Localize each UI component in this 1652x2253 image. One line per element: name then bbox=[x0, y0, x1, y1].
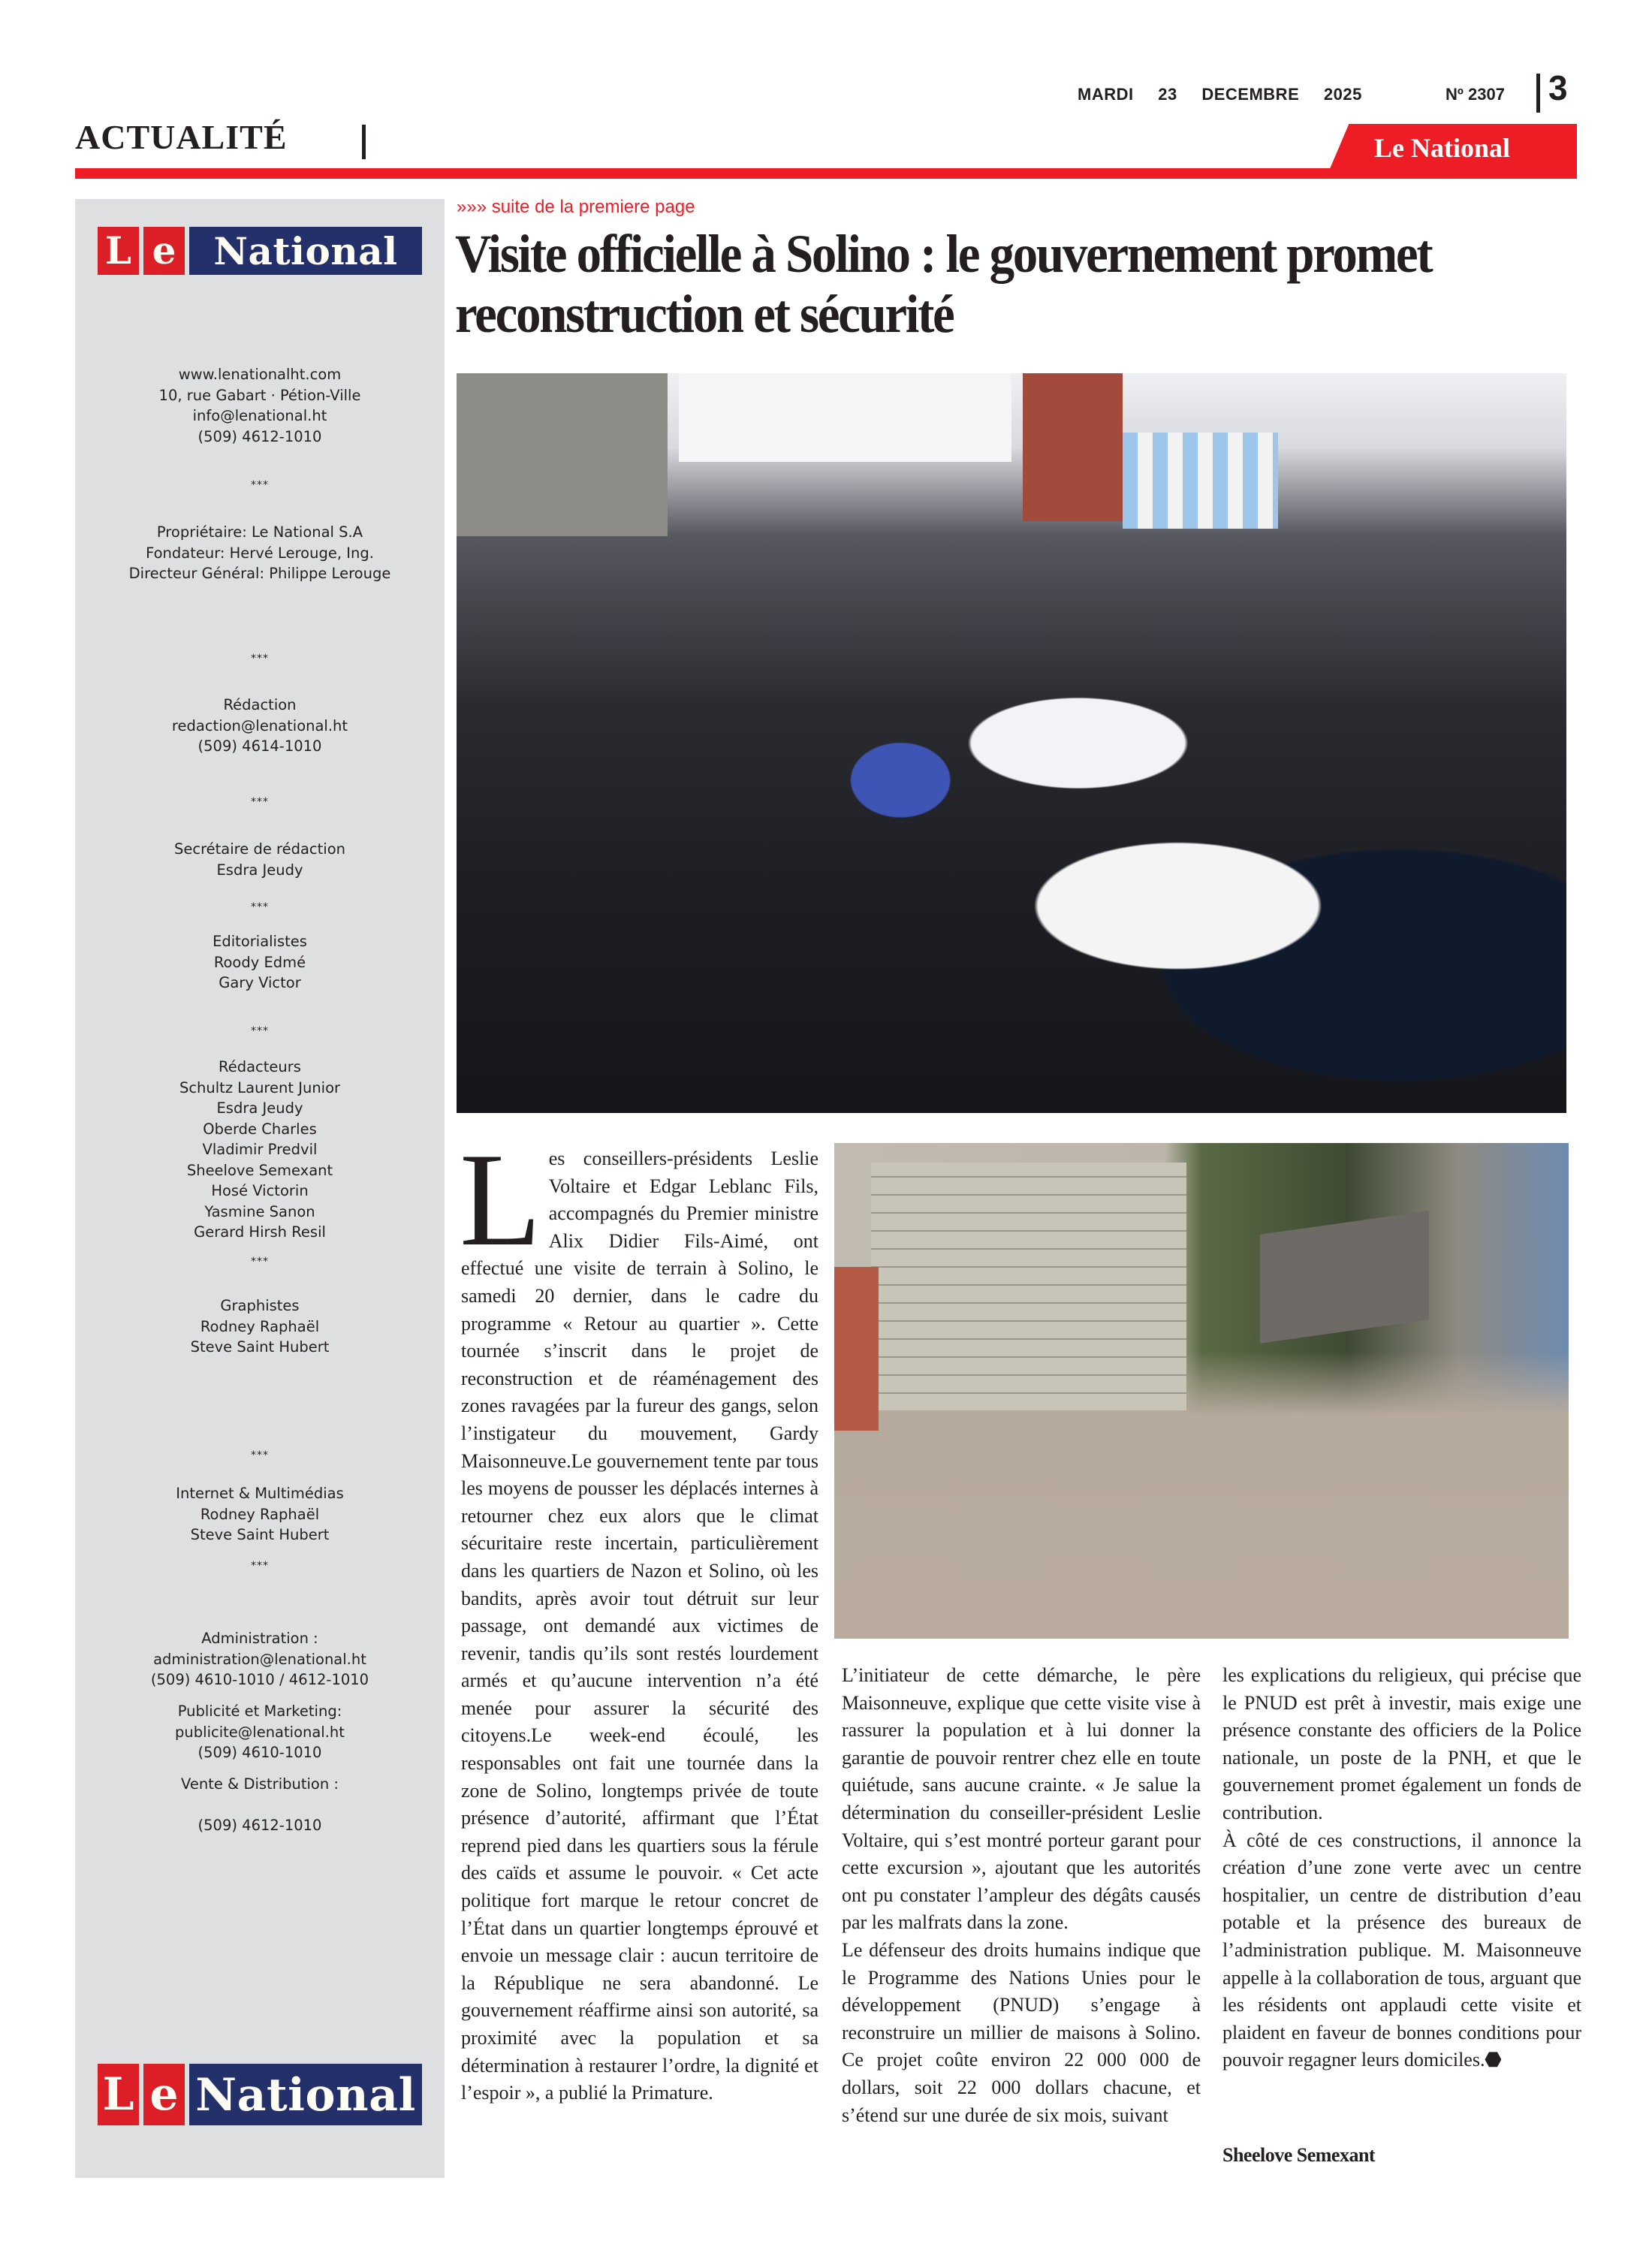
administration-phone: (509) 4610-1010 / 4612-1010 bbox=[150, 1671, 369, 1688]
photo-sky bbox=[679, 373, 1011, 462]
date-weekday: MARDI bbox=[1078, 85, 1134, 104]
writer-name: Sheelove Semexant bbox=[186, 1161, 333, 1179]
administration-block bbox=[75, 1628, 445, 1691]
photo-red-gate bbox=[834, 1267, 879, 1431]
writer-name: Schultz Laurent Junior bbox=[179, 1078, 341, 1096]
article-column-1 bbox=[460, 1125, 818, 2107]
drop-cap: L bbox=[460, 1125, 541, 1274]
header-rule bbox=[75, 168, 1577, 179]
internet-block bbox=[75, 1483, 445, 1546]
writer-name: Gerard Hirsh Resil bbox=[194, 1223, 326, 1241]
writer-name: Vladimir Predvil bbox=[202, 1141, 318, 1158]
spacer bbox=[75, 1795, 445, 1816]
photo-door bbox=[1023, 373, 1123, 521]
address: 10, rue Gabart · Pétion-Ville bbox=[158, 386, 361, 404]
owner: Propriétaire: Le National S.A bbox=[156, 523, 363, 541]
advertising-title: Publicité et Marketing: bbox=[177, 1703, 342, 1720]
article-photo-main bbox=[457, 373, 1566, 1113]
redaction-email[interactable]: redaction@lenational.ht bbox=[171, 716, 348, 734]
date-day: 23 bbox=[1158, 85, 1177, 104]
photo-loader-bucket bbox=[1260, 1211, 1429, 1344]
writers-title: Rédacteurs bbox=[219, 1058, 301, 1075]
writer-name: Esdra Jeudy bbox=[216, 1099, 303, 1117]
brand-tab-label: Le National bbox=[1374, 133, 1511, 163]
internet-member: Steve Saint Hubert bbox=[190, 1526, 330, 1543]
separator: *** bbox=[251, 653, 269, 665]
article-column-3 bbox=[1222, 1662, 1581, 2074]
editorialist-name: Roody Edmé bbox=[213, 953, 306, 971]
sales-phone: (509) 4612-1010 bbox=[197, 1817, 322, 1834]
editorialists-block bbox=[75, 931, 445, 994]
separator: *** bbox=[251, 796, 269, 808]
designer-name: Rodney Raphaël bbox=[200, 1317, 320, 1335]
founder: Fondateur: Hervé Lerouge, Ing. bbox=[146, 544, 374, 562]
redaction-title: Rédaction bbox=[223, 696, 297, 713]
administration-email[interactable]: administration@lenational.ht bbox=[153, 1650, 366, 1668]
separator: *** bbox=[251, 1256, 269, 1268]
general-director: Directeur Général: Philippe Lerouge bbox=[128, 565, 391, 582]
advertising-phone: (509) 4610-1010 bbox=[197, 1744, 322, 1761]
writer-name: Hosé Victorin bbox=[211, 1182, 309, 1199]
article-paragraph: Le défenseur des droits humains indique que le Programme des Nations Unies pour le développement (PNUD) s’engage à reconstruire un millier de maisons à Solino. Ce projet coûte environ 22 000 000 de dollars, soit 22 000 dollars chacune, et s’étend sur une durée de six mois, suivant bbox=[842, 1938, 1201, 2126]
advertising-email[interactable]: publicite@lenational.ht bbox=[175, 1723, 345, 1741]
separator: *** bbox=[251, 1560, 269, 1572]
website-link[interactable]: www.lenationalht.com bbox=[178, 366, 342, 383]
logo-word-national: National bbox=[189, 227, 422, 275]
separator: *** bbox=[251, 901, 269, 913]
separator: *** bbox=[251, 1449, 269, 1461]
logo-word-national: National bbox=[189, 2064, 422, 2125]
internet-member: Rodney Raphaël bbox=[200, 1505, 320, 1523]
article-photo-street bbox=[834, 1143, 1569, 1639]
dateline bbox=[1078, 85, 1382, 104]
article-paragraph-text: À côté de ces constructions, il annonce la création d’une zone verte avec un centre hospitalier, un centre de distribution d’eau potable et la présence des bureaux de l’administration publique. M. Maisonneuve appelle à la collaboration de tous, arguant que les résidents ont applaudi cette visite et plaident en faveur de bonnes conditions pour pouvoir regagner leurs domiciles. bbox=[1222, 1829, 1581, 2071]
article-column-2 bbox=[842, 1662, 1201, 2129]
date-year: 2025 bbox=[1323, 85, 1362, 104]
article-paragraph: les explications du religieux, qui précise que le PNUD est prêt à investir, mais exige une présence constante des officiers de la Police nationale, un poste de la PNH, et que le gouvernement promet également un fonds de contribution. bbox=[1222, 1664, 1581, 1823]
page-number-divider bbox=[1536, 74, 1540, 113]
secretary-name: Esdra Jeudy bbox=[216, 861, 303, 879]
le-national-logo-footer bbox=[98, 2064, 422, 2125]
end-of-article-icon bbox=[1485, 2051, 1501, 2068]
info-email[interactable]: info@lenational.ht bbox=[192, 407, 327, 424]
section-divider bbox=[362, 125, 366, 159]
writer-name: Yasmine Sanon bbox=[204, 1202, 315, 1220]
section-title: ACTUALITÉ bbox=[75, 118, 288, 156]
continuation-kicker: »»» suite de la premiere page bbox=[457, 197, 695, 217]
article-paragraph: L’initiateur de cette démarche, le père Maisonneuve, explique que cette visite vise à rassurer la population et à lui donner la garantie de pouvoir rentrer chez elle en toute quiétude, sans aucune crainte. « Je salue la détermination du conseiller-président Leslie Voltaire, qui s’est montré porteur garant pour cette excursion », ajoutant que les autorités ont pu constater l’ampleur des dégâts causés par les malfrats dans la zone. bbox=[842, 1664, 1201, 1934]
masthead-sidebar bbox=[75, 199, 445, 2178]
main-phone: (509) 4612-1010 bbox=[197, 427, 322, 445]
graphic-designers-title: Graphistes bbox=[220, 1297, 300, 1314]
separator: *** bbox=[251, 1025, 269, 1037]
photo-tiled-wall bbox=[1123, 433, 1278, 529]
writer-name: Oberde Charles bbox=[203, 1120, 317, 1138]
contact-block bbox=[75, 364, 445, 447]
redaction-phone: (509) 4614-1010 bbox=[197, 737, 322, 755]
redaction-block bbox=[75, 695, 445, 757]
logo-letter-l: L bbox=[98, 227, 139, 275]
photo-building bbox=[457, 373, 668, 536]
article-paragraph bbox=[1222, 1827, 1581, 2074]
administration-title: Administration : bbox=[201, 1630, 318, 1647]
advertising-block bbox=[75, 1701, 445, 1763]
photo-block-wall bbox=[871, 1163, 1187, 1410]
le-national-logo bbox=[98, 227, 422, 275]
sales-title: Vente & Distribution : bbox=[181, 1775, 339, 1793]
article-paragraph: es conseillers-présidents Leslie Voltaire et Edgar Leblanc Fils, accompagnés du Premier ministre Alix Didier Fils-Aimé, ont effectué une visite de terrain à Solino, le samedi 20 dernier, dans le cadre du programme « Retour au quartier ». Cette tournée s’inscrit dans le projet de reconstruction et de réaménagement des zones ravagées par la fureur des gangs, selon l’instigateur du mouvement, Gardy Maisonneuve.Le gouvernement tente par tous les moyens de pousser les déplacés internes à retourner chez eux alors que le climat sécuritaire reste incertain, particulièrement dans les quartiers de Nazon et Solino, où les bandits, après avoir tout détruit sur leur passage, ont demandé aux victimes de revenir, tandis qu’ils sont restés lourdement armés et qu’aucune intervention n’a été menée pour assurer la sécurité des citoyens.Le week-end écoulé, les responsables ont fait une tournée dans la zone de Solino, longtemps privée de toute présence d’autorité, affirmant que l’État reprend pied dans les quartiers sous la férule des caïds et assume le pouvoir. « Cet acte politique fort marque le retour concret de l’État dans un quartier longtemps éprouvé et envoie un message clair : aucun territoire de la République ne sera abandonné. Le gouvernement réaffirme ainsi son autorité, sa proximité avec la population et sa détermination à restaurer l’ordre, la dignité et l’espoir », a publié la Primature. bbox=[461, 1148, 818, 2104]
sales-block bbox=[75, 1774, 445, 1836]
issue-number: Nº 2307 bbox=[1446, 85, 1505, 104]
writers-block bbox=[75, 1057, 445, 1243]
graphic-designers-block bbox=[75, 1295, 445, 1358]
separator: *** bbox=[251, 479, 269, 491]
secretary-title: Secrétaire de rédaction bbox=[173, 840, 346, 858]
date-month: DECEMBRE bbox=[1201, 85, 1300, 104]
editorialists-title: Editorialistes bbox=[213, 933, 307, 950]
byline: Sheelove Semexant bbox=[1222, 2144, 1376, 2166]
secretary-block bbox=[75, 839, 445, 880]
editorialist-name: Gary Victor bbox=[219, 974, 301, 991]
ownership-block bbox=[75, 522, 445, 584]
internet-title: Internet & Multimédias bbox=[176, 1485, 344, 1502]
designer-name: Steve Saint Hubert bbox=[190, 1338, 330, 1356]
page-number: 3 bbox=[1548, 68, 1568, 107]
logo-letter-l: L bbox=[98, 2064, 139, 2125]
logo-letter-e: e bbox=[143, 227, 185, 275]
logo-letter-e: e bbox=[143, 2064, 185, 2125]
article-headline: Visite officielle à Solino : le gouvernement promet reconstruction et sécurité bbox=[455, 224, 1432, 344]
